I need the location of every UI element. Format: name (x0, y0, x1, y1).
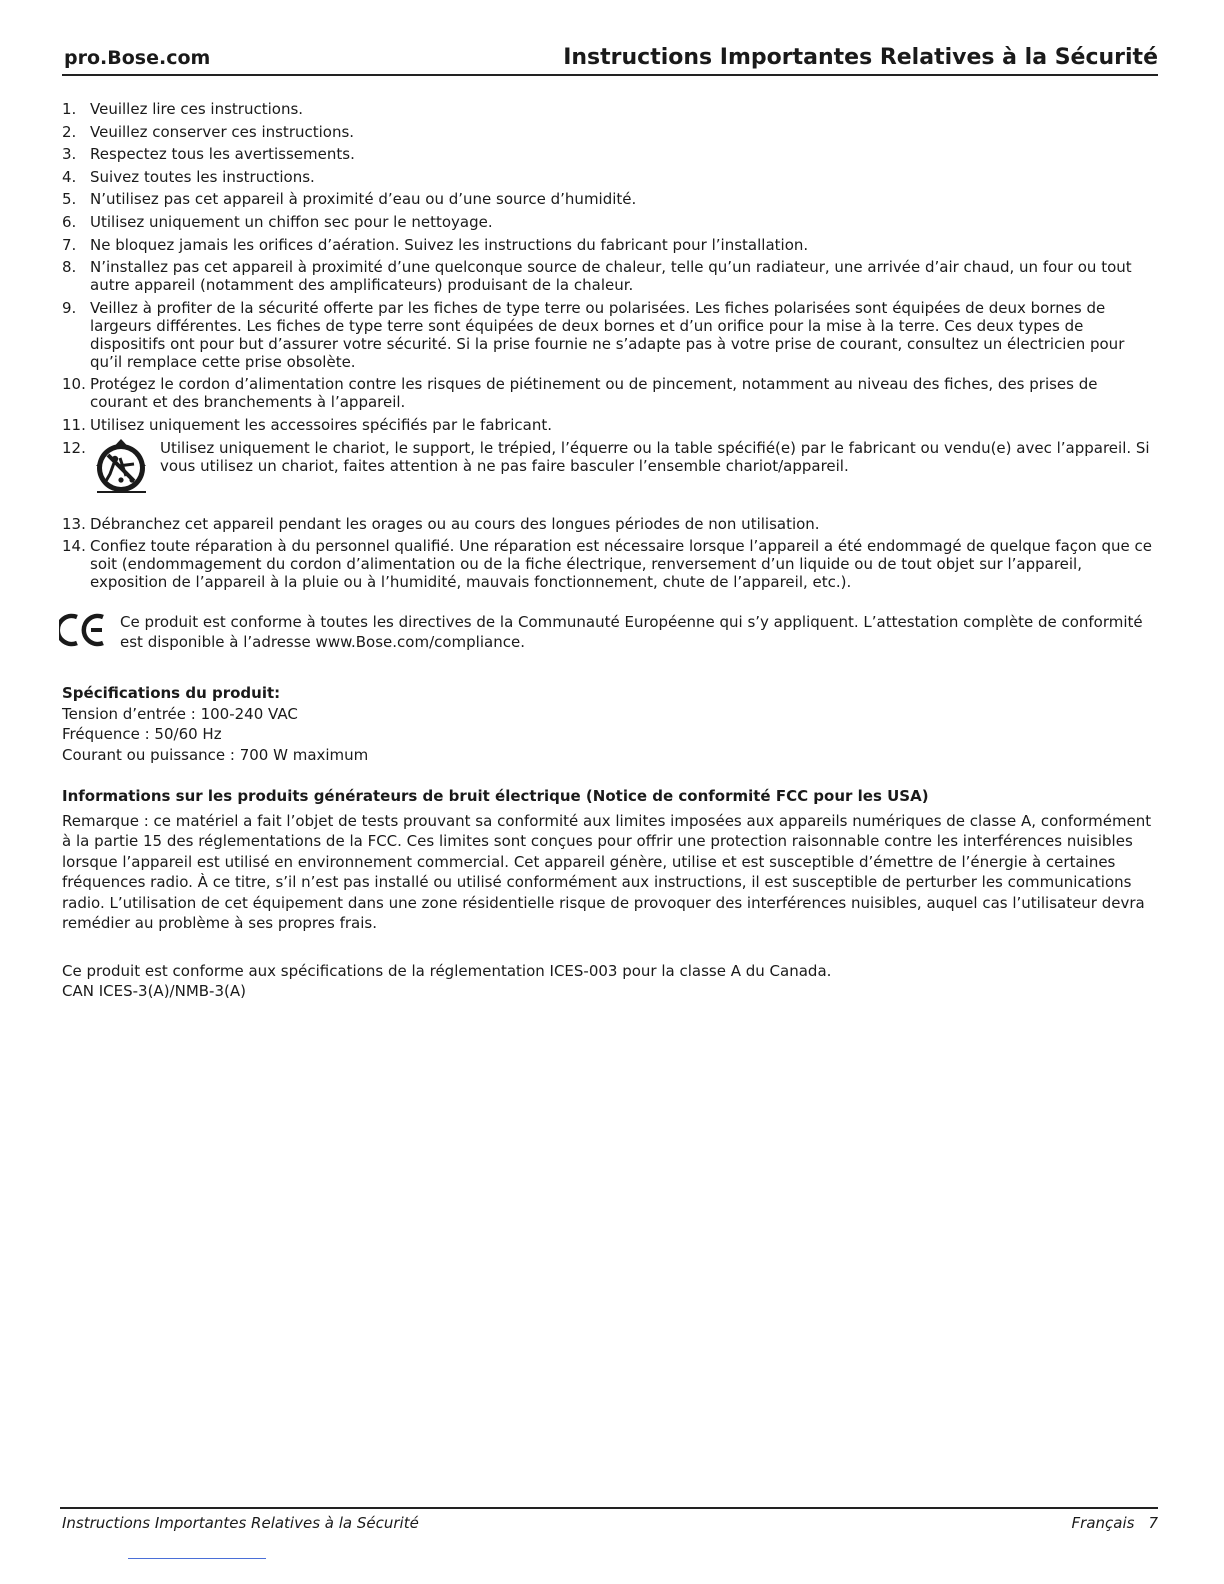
canada-line: Ce produit est conforme aux spécifications de la réglementation ICES-003 pour la classe A du Canada. (62, 961, 832, 980)
list-item (62, 537, 1152, 591)
item-text: Veuillez lire ces instructions. (90, 100, 304, 118)
ce-text: Ce produit est conforme à toutes les directives de la Communauté Européenne qui s’y appliquent. L’attestation complète de conformité est disponible à l’adresse www.Bose.com/compliance. (120, 613, 1143, 651)
page-number: 7 (1148, 1514, 1158, 1532)
page-header (62, 44, 1158, 76)
footer-language: Français (1071, 1514, 1135, 1532)
item-number: 4. (62, 167, 77, 186)
list-item (62, 299, 1152, 371)
item-text: Utilisez uniquement un chiffon sec pour le nettoyage. (90, 212, 493, 231)
footer-title: Instructions Importantes Relatives à la Sécurité (62, 1514, 419, 1532)
specs-title: Spécifications du produit: (62, 684, 281, 703)
item-text: N’utilisez pas cet appareil à proximité d’eau ou d’une source d’humidité. (90, 190, 637, 209)
list-item (62, 258, 1152, 294)
item-number: 14. (62, 537, 86, 556)
ce-mark-icon (59, 612, 111, 648)
list-item (62, 375, 1152, 411)
item-text: Utilisez uniquement les accessoires spécifiés par le fabricant. (90, 415, 552, 434)
product-specifications (62, 683, 1152, 765)
list-item (62, 168, 1152, 186)
canada-compliance (62, 961, 1152, 1002)
ce-compliance (62, 613, 1152, 657)
item-number: 9. (62, 298, 77, 317)
list-item (62, 123, 1152, 141)
list-item (62, 439, 1152, 507)
page-title: Instructions Importantes Relatives à la Sécurité (563, 45, 1158, 70)
item-text: Veuillez conserver ces instructions. (90, 122, 355, 141)
canada-code: CAN ICES-3(A)/NMB-3(A) (62, 982, 246, 1001)
list-item (62, 190, 1152, 208)
bottom-divider (128, 1558, 266, 1559)
footer-page-info (1072, 1514, 1158, 1532)
spec-line: Courant ou puissance : 700 W maximum (62, 745, 369, 764)
list-item (62, 416, 1152, 434)
list-item (62, 236, 1152, 254)
footer-divider (60, 1507, 1158, 1509)
list-item (62, 213, 1152, 231)
item-number: 8. (62, 258, 77, 277)
item-text: Confiez toute réparation à du personnel qualifié. Une réparation est nécessaire lorsque l’appareil a été endommagé de quelque façon que ce soit (endommagement du cordon d’alimentation ou de la fiche électrique, renversement d’un liquide ou de tout objet sur l’appareil, exposition de l’appareil à la pluie ou à l’humidité, mauvais fonctionnement, chute de l’appareil, etc.). (90, 537, 1152, 592)
list-item (62, 145, 1152, 163)
item-text: Utilisez uniquement le chariot, le support, le trépied, l’équerre ou la table spécifié(e) par le fabricant ou vendu(e) avec l’appareil. Si vous utilisez un chariot, faites attention à ne pas faire basculer l’ensemble chariot/appareil. (160, 438, 1150, 475)
item-number: 13. (62, 514, 86, 533)
item-text: Protégez le cordon d’alimentation contre les risques de piétinement ou de pincement, notamment au niveau des fiches, des prises de courant et des branchements à l’appareil. (90, 375, 1098, 412)
item-text: Débranchez cet appareil pendant les orages ou au cours des longues périodes de non utilisation. (90, 514, 820, 533)
tip-over-warning-icon (90, 434, 152, 496)
spec-line: Tension d’entrée : 100-240 VAC (62, 704, 298, 723)
item-number: 10. (62, 375, 86, 394)
item-text: N’installez pas cet appareil à proximité d’une quelconque source de chaleur, telle qu’un radiateur, une arrivée d’air chaud, un four ou tout autre appareil (notamment des amplificateurs) produisant de la chaleur. (90, 258, 1132, 295)
item-number: 7. (62, 235, 77, 254)
item-text: Veillez à profiter de la sécurité offerte par les fiches de type terre ou polarisées. Les fiches polarisées sont équipées de deux bornes de largeurs différentes. Les fiches de type terre sont équipées de deux bornes et d’un orifice pour la mise à la terre. Ces deux types de dispositifs ont pour but d’assurer votre sécurité. Si la prise fournie ne s’adapte pas à votre prise de courant, consultez un électricien pour qu’il remplace cette prise obsolète. (90, 298, 1125, 371)
item-text: Suivez toutes les instructions. (90, 167, 315, 186)
list-item (62, 515, 1152, 533)
item-text: Ne bloquez jamais les orifices d’aération. Suivez les instructions du fabricant pour l’installation. (90, 235, 809, 254)
site-name: pro.Bose.com (64, 47, 211, 69)
safety-instructions-list (62, 100, 1152, 591)
item-number: 1. (62, 100, 77, 118)
fcc-title: Informations sur les produits générateurs de bruit électrique (Notice de conformité FCC pour les USA) (62, 787, 929, 806)
item-text: Respectez tous les avertissements. (90, 145, 355, 164)
spec-line: Fréquence : 50/60 Hz (62, 725, 222, 744)
item-number: 3. (62, 145, 77, 164)
fcc-body: Remarque : ce matériel a fait l’objet de tests prouvant sa conformité aux limites imposées aux appareils numériques de classe A, conformément à la partie 15 des réglementations de la FCC. Ces limites sont conçues pour offrir une protection raisonnable contre les interférences nuisibles lorsque l’appareil est utilisé en environnement commercial. Cet appareil génère, utilise et est susceptible d’émettre de l’énergie à certaines fréquences radio. À ce titre, s’il n’est pas installé ou utilisé conformément aux instructions, il est susceptible de perturber les communications radio. L’utilisation de cet équipement dans une zone résidentielle risque de provoquer des interférences nuisibles, auquel cas l’utilisateur devra remédier au problème à ses propres frais. (62, 811, 1152, 933)
item-number: 12. (62, 438, 86, 457)
item-number: 5. (62, 190, 77, 209)
item-number: 11. (62, 415, 86, 434)
item-number: 6. (62, 212, 77, 231)
list-item (62, 100, 1152, 118)
fcc-notice (62, 786, 1152, 934)
document-body (62, 100, 1152, 1002)
item-number: 2. (62, 122, 77, 141)
